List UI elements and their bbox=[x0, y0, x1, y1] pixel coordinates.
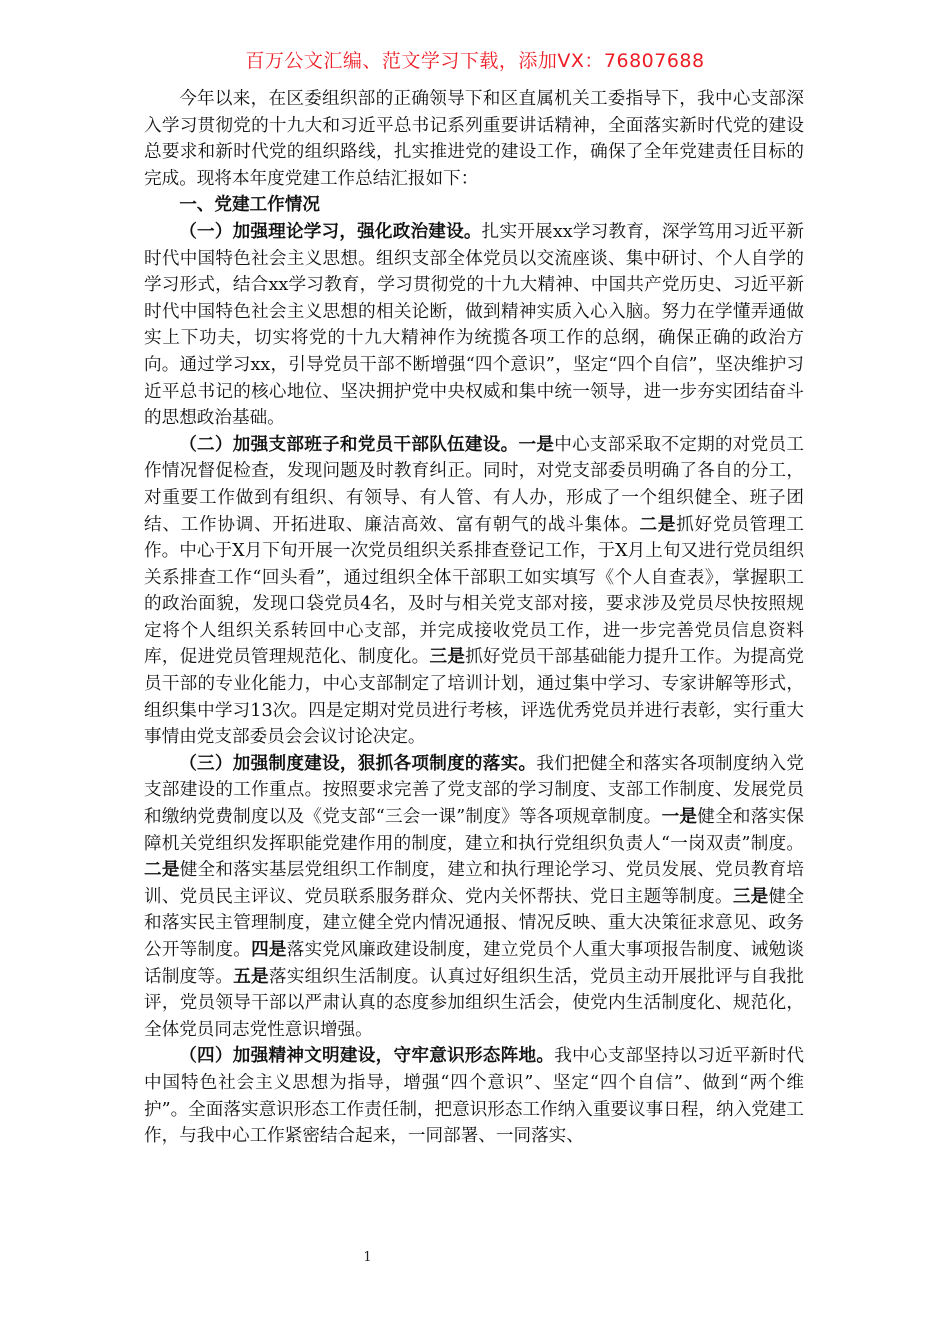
ordinal-marker: 三是 bbox=[429, 646, 466, 668]
paragraph-text: 健全和落实保障机关党组织发挥职能党建作用的制度，建立和执行党组织负责人“一岗双责”制度。 bbox=[144, 807, 804, 854]
promo-banner: 百万公文汇编、范文学习下载，添加VX：76807688 bbox=[245, 50, 705, 72]
paragraph-lead: （二）加强支部班子和党员干部队伍建设。 bbox=[179, 433, 519, 455]
paragraph-text: 扎实开展xx学习教育，深学笃用习近平新时代中国特色社会主义思想。组织支部全体党员以交流座谈、集中研讨、个人自学的学习形式，结合xx学习教育，学习贯彻党的十九大精神、中国共产党历史、习近平新时代中国特色社会主义思想的相关论断，做到精神实质入心入脑。努力在学懂弄通做实上下功夫，切实将党的十九大精神作为统揽各项工作的总纲，确保正确的政治方向。通过学习xx，引导党员干部不断增强“四个意识”，坚定“四个自信”，坚决维护习近平总书记的核心地位、坚决拥护党中央权威和集中统一领导，进一步夯实团结奋斗的思想政治基础。 bbox=[144, 221, 804, 429]
paragraph-text: 抓好党员管理工作。中心于X月下旬开展一次党员组织关系排查登记工作，于X月上旬又进行党员组织关系排查工作“回头看”，通过组织全体干部职工如实填写《个人自查表》，掌握职工的政治面貌，发现口袋党员4名，及时与相关党支部对接，要求涉及党员尽快按照规定将个人组织关系转回中心支部，并完成接收党员工作，进一步完善党员信息资料库，促进党员管理规范化、制度化。 bbox=[144, 514, 804, 668]
paragraph-lead: （一）加强理论学习，强化政治建设。 bbox=[179, 220, 482, 242]
paragraph-lead: （三）加强制度建设，狠抓各项制度的落实。 bbox=[179, 752, 537, 774]
paragraph-text: 健全和落实民主管理制度，建立健全党内情况通报、情况反映、重大决策征求意见、政务公开等制度。 bbox=[144, 886, 804, 960]
paragraph-text: 落实组织生活制度。认真过好组织生活，党员主动开展批评与自我批评，党员领导干部以严肃认真的态度参加组织生活会，使党内生活制度化、规范化，全体党员同志党性意识增强。 bbox=[144, 966, 804, 1040]
ordinal-marker: 四是 bbox=[251, 939, 287, 960]
ordinal-marker: 五是 bbox=[233, 965, 269, 987]
ordinal-marker: 一是 bbox=[661, 806, 698, 828]
paragraph-text: 落实党风廉政建设制度，建立党员个人重大事项报告制度、诫勉谈话制度等。 bbox=[144, 940, 804, 987]
intro-paragraph: 今年以来，在区委组织部的正确领导下和区直属机关工委指导下，我中心支部深入学习贯彻党的十九大和习近平总书记系列重要讲话精神，全面落实新时代党的建设总要求和新时代党的组织路线，扎实推进党的建设工作，确保了全年党建责任目标的完成。现将本年度党建工作总结汇报如下： bbox=[144, 89, 804, 189]
ordinal-marker: 二是 bbox=[639, 513, 677, 535]
paragraph-spiritual-civilization bbox=[144, 1043, 804, 1149]
paragraph-system-building bbox=[144, 751, 804, 1044]
ordinal-marker: 二是 bbox=[144, 859, 180, 881]
paragraph-theory-study bbox=[144, 219, 804, 432]
section-heading: 一、党建工作情况 bbox=[179, 194, 320, 216]
paragraph-text: 健全和落实基层党组织工作制度，建立和执行理论学习、党员发展、党员教育培训、党员民主评议、党员联系服务群众、党内关怀帮扶、党日主题等制度。 bbox=[144, 860, 804, 907]
paragraph-text: 中心支部采取不定期的对党员工作情况督促检查，发现问题及时教育纠正。同时，对党支部委员明确了各自的分工，对重要工作做到有组织、有领导、有人管、有人办，形成了一个组织健全、班子团结、工作协调、开拓进取、廉洁高效、富有朝气的战斗集体。 bbox=[144, 434, 804, 535]
paragraph-team-building bbox=[144, 432, 804, 751]
paragraph-text: 抓好党员干部基础能力提升工作。为提高党员干部的专业化能力，中心支部制定了培训计划，通过集中学习、专家讲解等形式，组织集中学习13次。四是定期对党员进行考核，评选优秀党员并进行表彰，实行重大事情由党支部委员会会议讨论决定。 bbox=[144, 647, 804, 748]
paragraph-text: 我们把健全和落实各项制度纳入党支部建设的工作重点。按照要求完善了党支部的学习制度、支部工作制度、发展党员和缴纳党费制度以及《党支部“三会一课”制度》等各项规章制度。 bbox=[144, 753, 804, 828]
ordinal-marker: 一是 bbox=[518, 433, 555, 455]
paragraph-text: 我中心支部坚持以习近平新时代中国特色社会主义思想为指导，增强“四个意识”、坚定“四个自信”、做到“两个维护”。全面落实意识形态工作责任制，把意识形态工作纳入重要议事日程，纳入党建工作，与我中心工作紧密结合起来，一同部署、一同落实、 bbox=[144, 1046, 804, 1147]
page-number: 1 bbox=[363, 1250, 372, 1265]
ordinal-marker: 三是 bbox=[732, 885, 769, 907]
document-body bbox=[144, 86, 804, 1150]
paragraph-lead: （四）加强精神文明建设，守牢意识形态阵地。 bbox=[179, 1045, 555, 1067]
